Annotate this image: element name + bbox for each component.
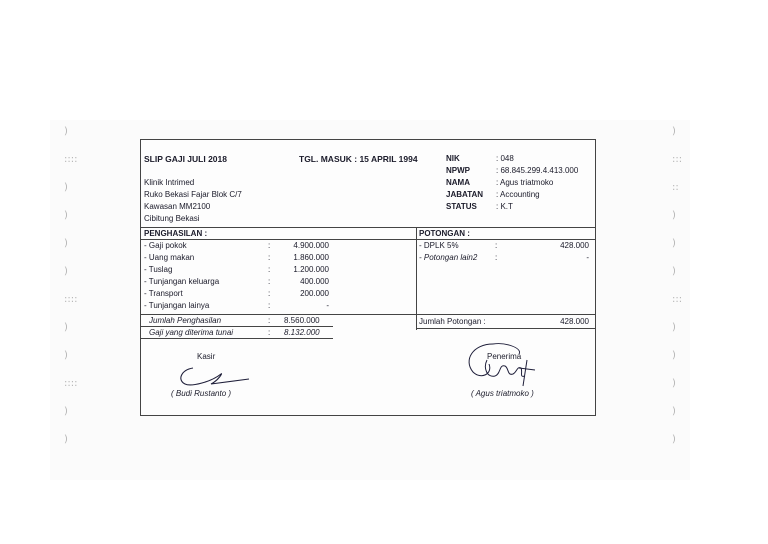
deduction-item-label: - DPLK 5% — [419, 241, 459, 250]
income-item-label: - Tuslag — [144, 265, 173, 274]
totals-line-top — [141, 314, 595, 315]
employee-value-jabatan: : Accounting — [496, 190, 540, 199]
income-item-amount: 200.000 — [300, 289, 329, 298]
right-margin-mark: ::: — [672, 154, 683, 165]
left-margin-mark: ) — [64, 182, 68, 193]
right-margin-mark: :: — [672, 182, 679, 193]
right-margin-mark: ::: — [672, 294, 683, 305]
deduction-item-sep: : — [495, 253, 498, 262]
left-margin-mark: ) — [64, 350, 68, 361]
employee-label-nik: NIK — [446, 154, 460, 163]
employee-value-status: : K.T — [496, 202, 513, 211]
income-item-label: - Gaji pokok — [144, 241, 187, 250]
totals-line-bottom — [141, 338, 333, 339]
right-margin-mark: ) — [672, 406, 676, 417]
left-margin-mark: :::: — [64, 378, 78, 389]
left-margin-mark: ) — [64, 406, 68, 417]
income-total-label: Jumlah Penghasilan — [149, 316, 222, 325]
company-address-line3: Cibitung Bekasi — [144, 214, 200, 223]
heading-underline — [141, 239, 595, 240]
income-item-label: - Uang makan — [144, 253, 195, 262]
receiver-signature — [453, 338, 553, 394]
slip-title: SLIP GAJI JULI 2018 — [144, 154, 227, 164]
employee-label-npwp: NPWP — [446, 166, 470, 175]
receiver-role: Penerima — [487, 352, 522, 361]
employee-value-nama: : Agus triatmoko — [496, 178, 554, 187]
income-item-sep: : — [268, 277, 271, 286]
income-item-amount: 1.200.000 — [293, 265, 329, 274]
right-margin-mark: ) — [672, 126, 676, 137]
section-divider — [141, 227, 595, 228]
income-item-amount: 4.900.000 — [293, 241, 329, 250]
right-margin-mark: ) — [672, 378, 676, 389]
deduction-item-amount: - — [586, 253, 589, 262]
deduction-total-amount: 428.000 — [560, 317, 589, 326]
deductions-heading: POTONGAN : — [419, 229, 470, 238]
income-item-label: - Tunjangan keluarga — [144, 277, 220, 286]
net-pay-sep: : — [268, 328, 271, 337]
right-margin-mark: ) — [672, 266, 676, 277]
left-margin-mark: ) — [64, 434, 68, 445]
income-item-sep: : — [268, 289, 271, 298]
receiver-name: ( Agus triatmoko ) — [471, 389, 534, 398]
employee-label-status: STATUS — [446, 202, 477, 211]
left-margin-mark: :::: — [64, 294, 78, 305]
cashier-name: ( Budi Rustanto ) — [171, 389, 232, 398]
deduction-total-label: Jumlah Potongan : — [419, 317, 486, 326]
start-date: TGL. MASUK : 15 APRIL 1994 — [299, 154, 418, 164]
income-total-amount: 8.560.000 — [284, 316, 320, 325]
company-address-line1: Ruko Bekasi Fajar Blok C/7 — [144, 190, 242, 199]
right-margin-mark: ) — [672, 210, 676, 221]
left-margin-mark: ) — [64, 266, 68, 277]
income-item-sep: : — [268, 301, 271, 310]
deduction-item-amount: 428.000 — [560, 241, 589, 250]
left-margin-mark: ) — [64, 126, 68, 137]
deduction-total-underline — [416, 328, 595, 329]
income-total-sep: : — [268, 316, 271, 325]
income-item-sep: : — [268, 265, 271, 274]
income-item-sep: : — [268, 253, 271, 262]
net-pay-label: Gaji yang diterima tunai — [149, 328, 234, 337]
income-item-amount: 400.000 — [300, 277, 329, 286]
cashier-role: Kasir — [197, 352, 216, 361]
left-margin-mark: ) — [64, 238, 68, 249]
left-margin-mark: ) — [64, 322, 68, 333]
left-perforation-strip — [64, 126, 78, 476]
totals-line-mid — [141, 326, 333, 327]
deduction-item-label: - Potongan lain2 — [419, 253, 478, 262]
income-item-label: - Tunjangan lainya — [144, 301, 210, 310]
employee-label-jabatan: JABATAN — [446, 190, 484, 199]
company-address-line2: Kawasan MM2100 — [144, 202, 211, 211]
right-perforation-strip — [672, 126, 686, 476]
cashier-signature — [171, 360, 251, 390]
income-heading: PENGHASILAN : — [144, 229, 208, 238]
left-margin-mark: ) — [64, 210, 68, 221]
income-item-label: - Transport — [144, 289, 183, 298]
salary-slip — [140, 139, 596, 416]
employee-value-nik: : 048 — [496, 154, 514, 163]
income-item-sep: : — [268, 241, 271, 250]
employee-value-npwp: : 68.845.299.4.413.000 — [496, 166, 579, 175]
right-margin-mark: ) — [672, 238, 676, 249]
right-margin-mark: ) — [672, 350, 676, 361]
left-margin-mark: :::: — [64, 154, 78, 165]
income-item-amount: - — [326, 301, 329, 310]
income-item-amount: 1.860.000 — [293, 253, 329, 262]
right-margin-mark: ) — [672, 322, 676, 333]
net-pay-amount: 8.132.000 — [284, 328, 320, 337]
deduction-item-sep: : — [495, 241, 498, 250]
company-name: Klinik Intrimed — [144, 178, 195, 187]
employee-label-nama: NAMA — [446, 178, 470, 187]
right-margin-mark: ) — [672, 434, 676, 445]
